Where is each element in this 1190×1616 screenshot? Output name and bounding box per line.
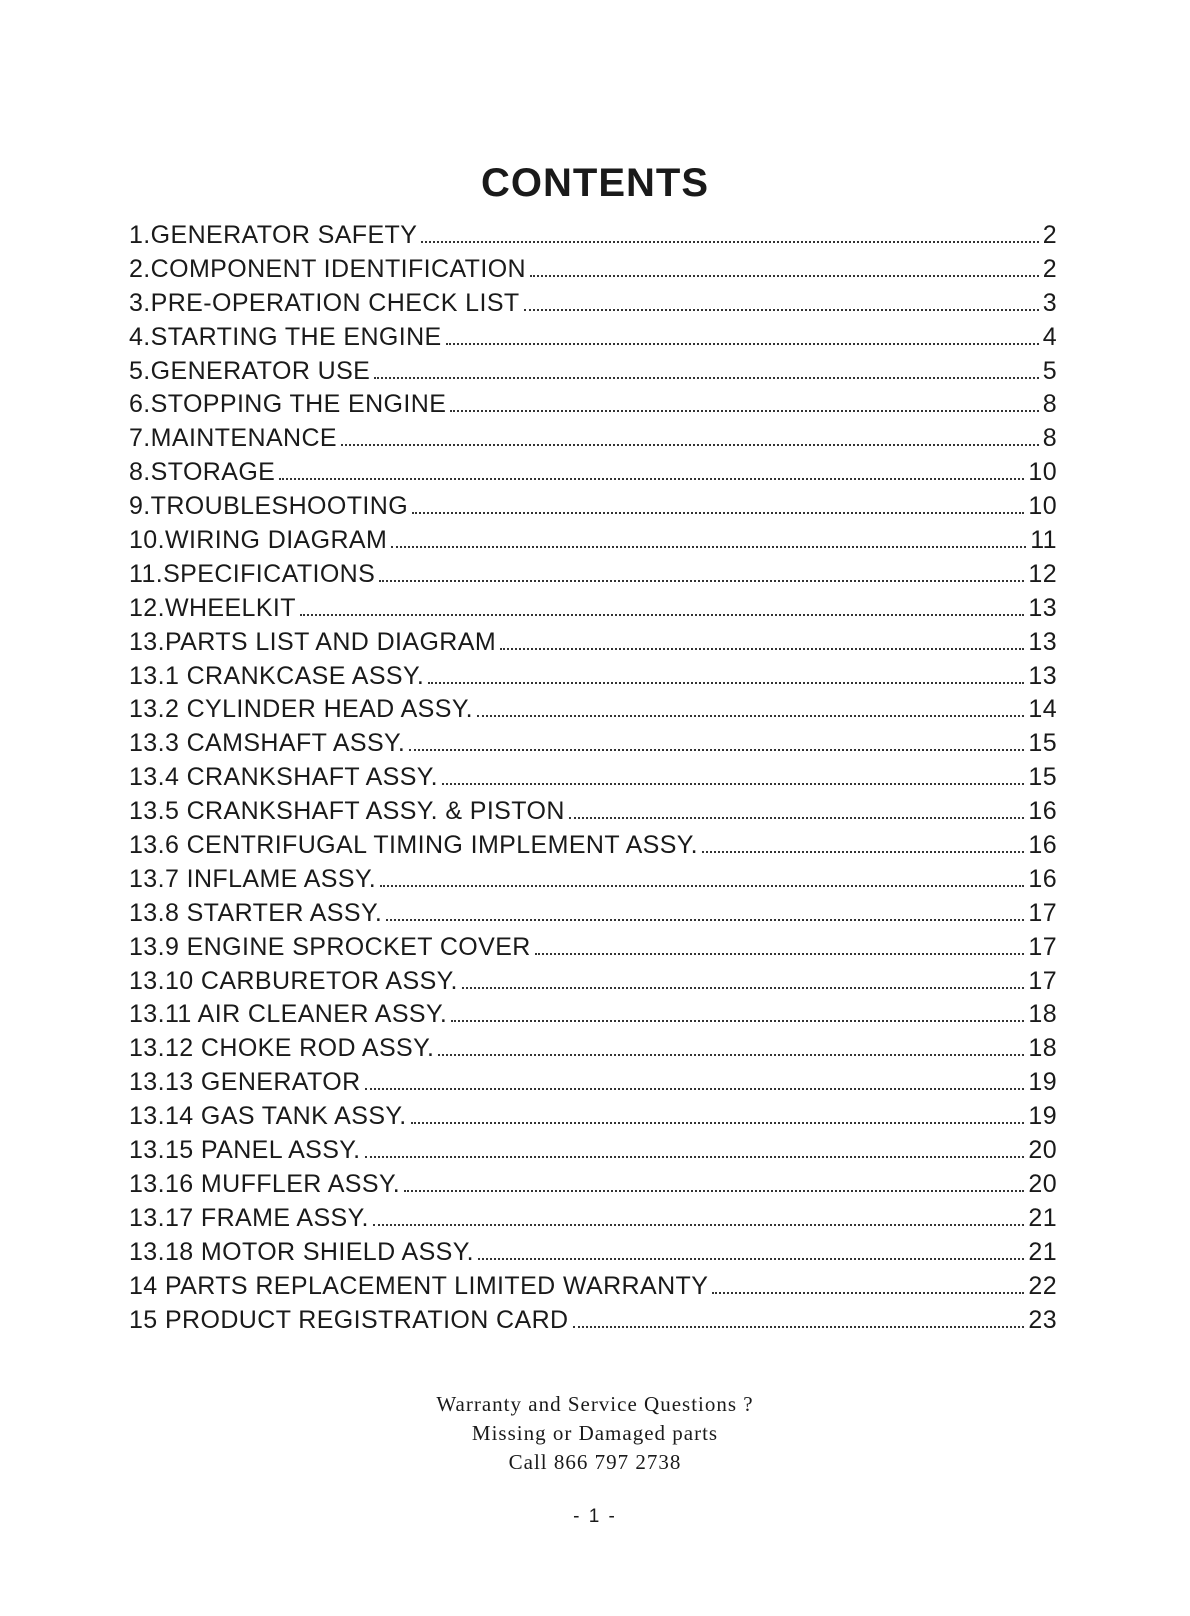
toc-entry-label: 13.5 CRANKSHAFT ASSY. & PISTON [129, 797, 565, 826]
toc-entry-label: 13.3 CAMSHAFT ASSY. [129, 729, 406, 758]
toc-entry [129, 1100, 1057, 1134]
toc-entry-page: 16 [1028, 864, 1057, 893]
toc-entry-label: 13.14 GAS TANK ASSY. [129, 1102, 407, 1131]
toc-entry-page: 21 [1028, 1203, 1057, 1232]
toc-dot-leader [421, 241, 1038, 243]
toc-entry [129, 1270, 1057, 1304]
support-notice [0, 1390, 1190, 1477]
toc-entry [129, 456, 1057, 490]
toc-entry [129, 931, 1057, 965]
toc-entry [129, 626, 1057, 660]
toc-entry-label: 13.8 STARTER ASSY. [129, 898, 383, 927]
table-of-contents [129, 219, 1057, 1337]
toc-dot-leader [524, 309, 1039, 311]
toc-entry-page: 18 [1028, 1000, 1057, 1029]
toc-entry [129, 388, 1057, 422]
toc-dot-leader [300, 614, 1024, 616]
toc-entry [129, 998, 1057, 1032]
toc-entry-page: 10 [1028, 492, 1057, 521]
toc-entry [129, 253, 1057, 287]
toc-dot-leader [409, 749, 1024, 751]
toc-entry-label: 15 PRODUCT REGISTRATION CARD [129, 1305, 569, 1334]
toc-dot-leader [412, 512, 1024, 514]
toc-dot-leader [380, 885, 1024, 887]
toc-entry [129, 1066, 1057, 1100]
toc-entry [129, 1168, 1057, 1202]
toc-entry-label: 13.17 FRAME ASSY. [129, 1203, 369, 1232]
toc-dot-leader [386, 919, 1024, 921]
toc-entry [129, 660, 1057, 694]
toc-dot-leader [379, 580, 1024, 582]
toc-entry [129, 829, 1057, 863]
support-line-phone: Call 866 797 2738 [508, 1450, 682, 1474]
support-line-parts: Missing or Damaged parts [471, 1421, 719, 1445]
toc-entry-label: 1.GENERATOR SAFETY [129, 221, 418, 249]
toc-entry-page: 8 [1042, 390, 1057, 419]
toc-dot-leader [569, 817, 1025, 819]
toc-entry-label: 12.WHEELKIT [129, 593, 296, 622]
toc-entry-page: 13 [1028, 593, 1057, 622]
toc-entry-page: 13 [1028, 627, 1057, 656]
toc-entry-label: 13.9 ENGINE SPROCKET COVER [129, 932, 531, 961]
toc-entry-page: 13 [1028, 661, 1057, 690]
toc-entry [129, 965, 1057, 999]
toc-entry-page: 19 [1028, 1102, 1057, 1131]
toc-dot-leader [462, 987, 1025, 989]
toc-entry [129, 321, 1057, 355]
toc-entry [129, 897, 1057, 931]
toc-entry-page: 15 [1028, 763, 1057, 792]
toc-dot-leader [438, 1054, 1024, 1056]
toc-dot-leader [446, 343, 1039, 345]
toc-entry [129, 422, 1057, 456]
toc-entry-page: 23 [1028, 1305, 1057, 1334]
toc-dot-leader [391, 546, 1026, 548]
toc-entry-page: 4 [1042, 322, 1057, 351]
toc-entry-page: 16 [1028, 797, 1057, 826]
toc-entry-label: 13.18 MOTOR SHIELD ASSY. [129, 1237, 474, 1266]
toc-entry-label: 4.STARTING THE ENGINE [129, 322, 442, 351]
toc-entry-label: 2.COMPONENT IDENTIFICATION [129, 254, 526, 283]
toc-entry [129, 1202, 1057, 1236]
toc-entry-page: 14 [1028, 695, 1057, 724]
toc-dot-leader [478, 1258, 1024, 1260]
page-number: - 1 - [573, 1506, 617, 1527]
toc-entry-label: 3.PRE-OPERATION CHECK LIST [129, 288, 520, 317]
toc-entry [129, 490, 1057, 524]
toc-entry-label: 13.10 CARBURETOR ASSY. [129, 966, 458, 995]
toc-dot-leader [365, 1156, 1025, 1158]
toc-dot-leader [500, 648, 1024, 650]
toc-entry [129, 1236, 1057, 1270]
toc-entry-label: 9.TROUBLESHOOTING [129, 492, 409, 521]
toc-entry-page: 8 [1042, 424, 1057, 453]
toc-dot-leader [573, 1326, 1025, 1328]
toc-entry-page: 20 [1028, 1169, 1057, 1198]
toc-dot-leader [702, 851, 1024, 853]
toc-dot-leader [450, 410, 1038, 412]
toc-entry [129, 1032, 1057, 1066]
toc-entry-label: 13.4 CRANKSHAFT ASSY. [129, 763, 438, 792]
toc-entry-page: 16 [1028, 831, 1057, 860]
toc-entry-label: 13.7 INFLAME ASSY. [129, 864, 377, 893]
toc-dot-leader [477, 715, 1024, 717]
toc-entry-label: 13.11 AIR CLEANER ASSY. [129, 1000, 448, 1029]
toc-dot-leader [428, 682, 1024, 684]
toc-dot-leader [374, 377, 1038, 379]
toc-entry-page: 12 [1028, 559, 1057, 588]
toc-entry-label: 13.1 CRANKCASE ASSY. [129, 661, 425, 690]
toc-dot-leader [411, 1122, 1025, 1124]
toc-entry-page: 3 [1042, 288, 1057, 317]
toc-dot-leader [365, 1088, 1025, 1090]
toc-entry [129, 558, 1057, 592]
toc-entry-label: 11.SPECIFICATIONS [129, 559, 376, 588]
toc-dot-leader [279, 478, 1024, 480]
toc-entry [129, 287, 1057, 321]
page-title: CONTENTS [481, 160, 709, 205]
toc-entry-label: 13.6 CENTRIFUGAL TIMING IMPLEMENT ASSY. [129, 831, 698, 860]
toc-dot-leader [712, 1292, 1024, 1294]
toc-entry-page: 21 [1028, 1237, 1057, 1266]
toc-entry [129, 727, 1057, 761]
toc-entry-page: 5 [1042, 356, 1057, 385]
toc-entry-label: 14 PARTS REPLACEMENT LIMITED WARRANTY [129, 1271, 709, 1300]
toc-dot-leader [442, 783, 1024, 785]
toc-entry-label: 13.PARTS LIST AND DIAGRAM [129, 627, 497, 656]
toc-entry [129, 863, 1057, 897]
toc-entry [129, 524, 1057, 558]
toc-entry-page: 19 [1028, 1068, 1057, 1097]
support-line-warranty: Warranty and Service Questions ? [436, 1392, 754, 1416]
toc-entry-label: 7.MAINTENANCE [129, 424, 338, 453]
toc-entry-label: 13.15 PANEL ASSY. [129, 1136, 361, 1165]
toc-dot-leader [535, 953, 1025, 955]
toc-dot-leader [530, 275, 1039, 277]
toc-entry-page: 15 [1028, 729, 1057, 758]
toc-entry-label: 5.GENERATOR USE [129, 356, 371, 385]
toc-entry-label: 10.WIRING DIAGRAM [129, 526, 388, 555]
toc-entry-label: 13.2 CYLINDER HEAD ASSY. [129, 695, 474, 724]
toc-dot-leader [404, 1190, 1024, 1192]
toc-entry-page: 17 [1028, 966, 1057, 995]
toc-entry-label: 13.12 CHOKE ROD ASSY. [129, 1034, 435, 1063]
toc-entry-page: 17 [1028, 932, 1057, 961]
toc-entry-page: 20 [1028, 1136, 1057, 1165]
toc-entry-page: 2 [1042, 221, 1057, 249]
toc-entry [129, 795, 1057, 829]
toc-entry-page: 10 [1028, 458, 1057, 487]
toc-entry [129, 355, 1057, 389]
toc-entry-label: 6.STOPPING THE ENGINE [129, 390, 447, 419]
toc-entry-page: 18 [1028, 1034, 1057, 1063]
toc-dot-leader [373, 1224, 1025, 1226]
toc-dot-leader [341, 444, 1039, 446]
toc-dot-leader [451, 1020, 1024, 1022]
toc-entry-label: 13.16 MUFFLER ASSY. [129, 1169, 401, 1198]
toc-entry-page: 22 [1028, 1271, 1057, 1300]
toc-entry-label: 13.13 GENERATOR [129, 1068, 361, 1097]
toc-entry-label: 8.STORAGE [129, 458, 276, 487]
toc-entry [129, 693, 1057, 727]
toc-entry-page: 17 [1028, 898, 1057, 927]
toc-entry [129, 1304, 1057, 1338]
toc-entry [129, 592, 1057, 626]
toc-entry [129, 219, 1057, 253]
toc-entry [129, 1134, 1057, 1168]
toc-entry [129, 761, 1057, 795]
toc-entry-page: 11 [1030, 526, 1057, 555]
toc-entry-page: 2 [1042, 254, 1057, 283]
